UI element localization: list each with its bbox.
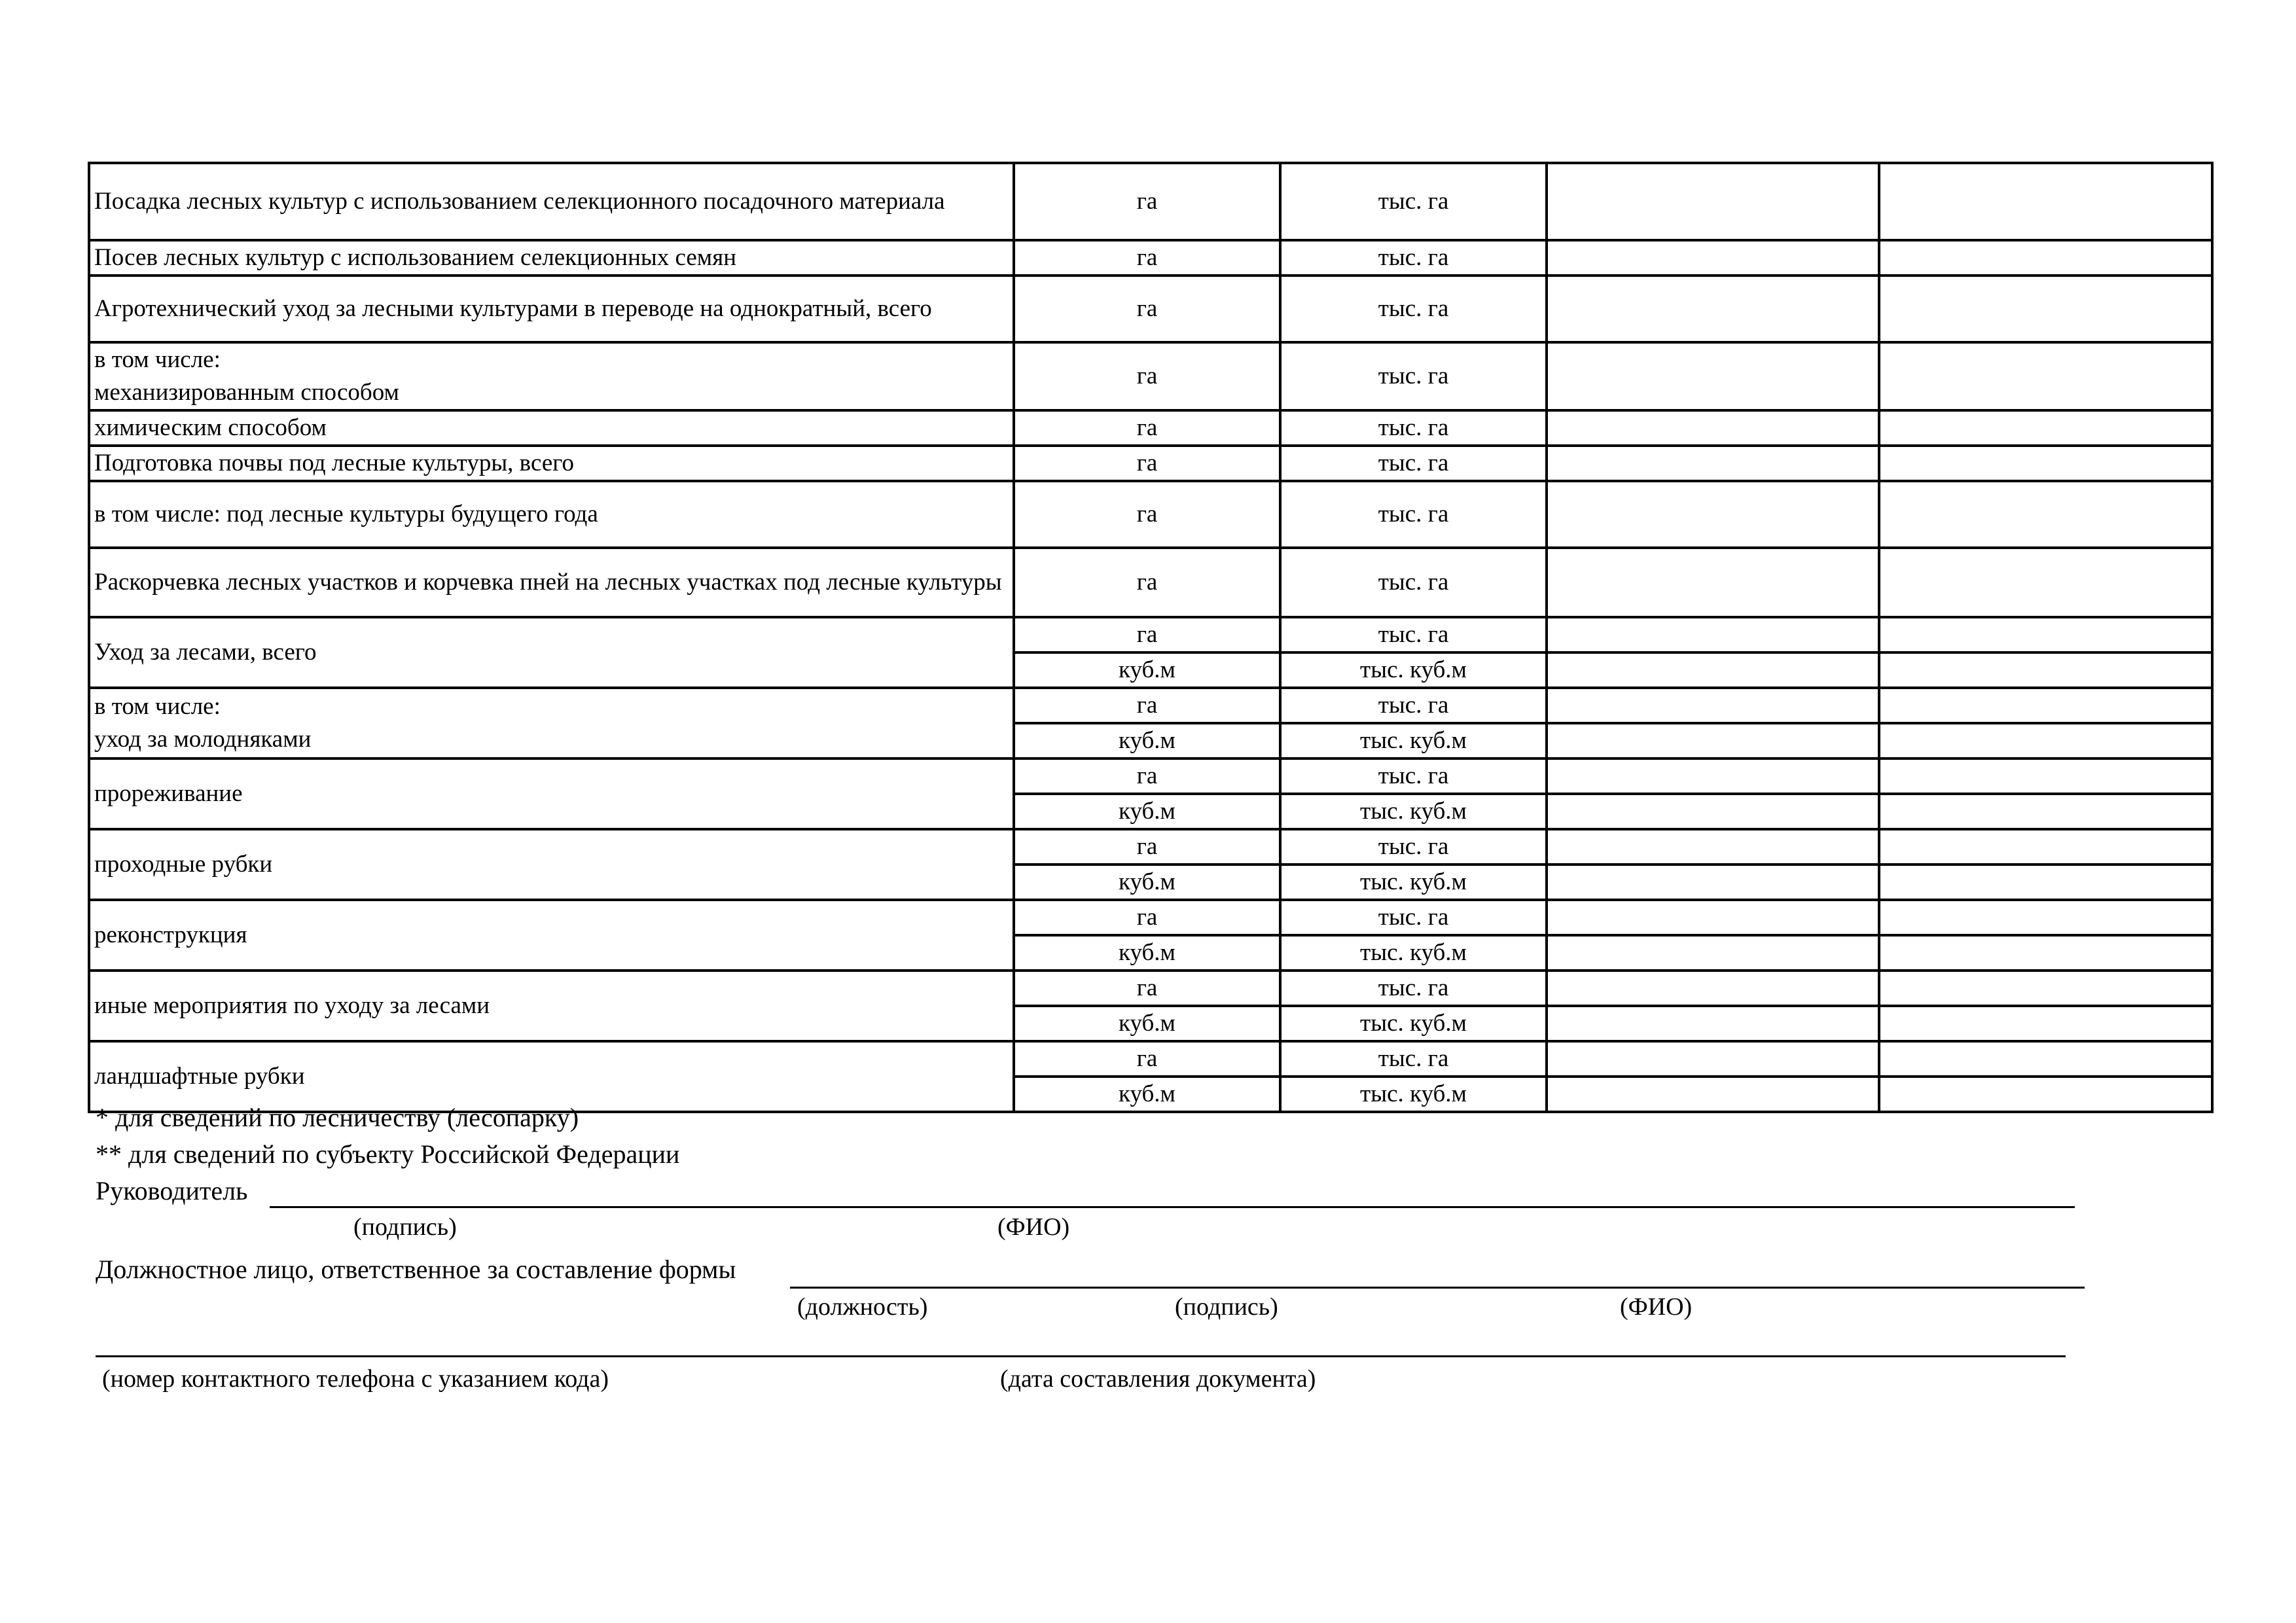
value-cell-federal-subject[interactable] (1879, 240, 2212, 276)
value-cell-forestry[interactable] (1547, 240, 1879, 276)
value-cell-forestry[interactable] (1547, 971, 1879, 1006)
value-cell-forestry[interactable] (1547, 794, 1879, 829)
indicator-name-cell: иные мероприятия по уходу за лесами (89, 971, 1014, 1041)
value-cell-federal-subject[interactable] (1879, 276, 2212, 342)
table-row (89, 688, 2212, 723)
indicator-name-cell: ландшафтные рубки (89, 1041, 1014, 1112)
value-cell-forestry[interactable] (1547, 410, 1879, 446)
value-cell-forestry[interactable] (1547, 481, 1879, 548)
table-row (89, 1041, 2212, 1077)
value-cell-forestry[interactable] (1547, 1077, 1879, 1112)
footnote-forestry: * для сведений по лесничеству (лесопарку) (96, 1103, 579, 1132)
thousand-unit-cell: тыс. га (1280, 971, 1547, 1006)
unit-cell: га (1014, 617, 1280, 652)
value-cell-forestry[interactable] (1547, 446, 1879, 481)
official-label: Должностное лицо, ответственное за составление формы (96, 1255, 736, 1284)
head-signature-line (270, 1206, 2075, 1208)
phone-caption: (номер контактного телефона с указанием кода) (102, 1365, 609, 1393)
value-cell-federal-subject[interactable] (1879, 410, 2212, 446)
thousand-unit-cell: тыс. га (1280, 240, 1547, 276)
head-label: Руководитель (96, 1176, 248, 1205)
indicator-name-cell: Посадка лесных культур с использованием селекционного посадочного материала (89, 163, 1014, 240)
value-cell-federal-subject[interactable] (1879, 342, 2212, 410)
indicator-name-cell: Подготовка почвы под лесные культуры, всего (89, 446, 1014, 481)
unit-cell: га (1014, 481, 1280, 548)
thousand-unit-cell: тыс. куб.м (1280, 935, 1547, 971)
official-signature-caption: (подпись) (1175, 1293, 1278, 1321)
table-row (89, 617, 2212, 652)
thousand-unit-cell: тыс. га (1280, 163, 1547, 240)
thousand-unit-cell: тыс. га (1280, 548, 1547, 617)
thousand-unit-cell: тыс. га (1280, 617, 1547, 652)
indicator-name-cell: прореживание (89, 758, 1014, 829)
unit-cell: га (1014, 163, 1280, 240)
value-cell-federal-subject[interactable] (1879, 446, 2212, 481)
thousand-unit-cell: тыс. куб.м (1280, 1006, 1547, 1041)
table-row (89, 971, 2212, 1006)
table-row (89, 410, 2212, 446)
table-row (89, 758, 2212, 794)
value-cell-federal-subject[interactable] (1879, 481, 2212, 548)
unit-cell: га (1014, 446, 1280, 481)
value-cell-federal-subject[interactable] (1879, 865, 2212, 900)
unit-cell: га (1014, 276, 1280, 342)
table-row (89, 240, 2212, 276)
value-cell-forestry[interactable] (1547, 900, 1879, 935)
value-cell-federal-subject[interactable] (1879, 1006, 2212, 1041)
date-caption: (дата составления документа) (1000, 1365, 1316, 1393)
indicator-name-cell: Агротехнический уход за лесными культурами в переводе на однократный, всего (89, 276, 1014, 342)
table-row (89, 276, 2212, 342)
value-cell-federal-subject[interactable] (1879, 935, 2212, 971)
official-name-caption: (ФИО) (1620, 1293, 1693, 1321)
thousand-unit-cell: тыс. га (1280, 688, 1547, 723)
table-row (89, 481, 2212, 548)
table-row (89, 446, 2212, 481)
official-position-caption: (должность) (797, 1293, 928, 1321)
thousand-unit-cell: тыс. куб.м (1280, 652, 1547, 688)
indicator-name-cell: Посев лесных культур с использованием селекционных семян (89, 240, 1014, 276)
unit-cell: га (1014, 548, 1280, 617)
unit-cell: га (1014, 971, 1280, 1006)
unit-cell: куб.м (1014, 1006, 1280, 1041)
thousand-unit-cell: тыс. куб.м (1280, 1077, 1547, 1112)
phone-date-line (96, 1355, 2066, 1357)
thousand-unit-cell: тыс. га (1280, 342, 1547, 410)
value-cell-forestry[interactable] (1547, 1006, 1879, 1041)
head-signature-caption: (подпись) (353, 1213, 457, 1241)
value-cell-federal-subject[interactable] (1879, 617, 2212, 652)
value-cell-federal-subject[interactable] (1879, 971, 2212, 1006)
table-row (89, 829, 2212, 865)
value-cell-forestry[interactable] (1547, 1041, 1879, 1077)
indicator-name-cell: в том числе: механизированным способом (89, 342, 1014, 410)
value-cell-forestry[interactable] (1547, 548, 1879, 617)
value-cell-forestry[interactable] (1547, 865, 1879, 900)
table-row (89, 342, 2212, 410)
unit-cell: га (1014, 240, 1280, 276)
unit-cell: куб.м (1014, 794, 1280, 829)
value-cell-forestry[interactable] (1547, 163, 1879, 240)
head-name-caption: (ФИО) (997, 1213, 1070, 1241)
thousand-unit-cell: тыс. куб.м (1280, 794, 1547, 829)
value-cell-federal-subject[interactable] (1879, 652, 2212, 688)
value-cell-federal-subject[interactable] (1879, 1077, 2212, 1112)
indicator-name-cell: Уход за лесами, всего (89, 617, 1014, 688)
indicator-name-cell: проходные рубки (89, 829, 1014, 900)
value-cell-federal-subject[interactable] (1879, 1041, 2212, 1077)
value-cell-federal-subject[interactable] (1879, 548, 2212, 617)
unit-cell: га (1014, 758, 1280, 794)
thousand-unit-cell: тыс. га (1280, 900, 1547, 935)
unit-cell: га (1014, 829, 1280, 865)
unit-cell: га (1014, 900, 1280, 935)
value-cell-forestry[interactable] (1547, 652, 1879, 688)
thousand-unit-cell: тыс. га (1280, 829, 1547, 865)
value-cell-forestry[interactable] (1547, 276, 1879, 342)
value-cell-federal-subject[interactable] (1879, 794, 2212, 829)
thousand-unit-cell: тыс. куб.м (1280, 865, 1547, 900)
unit-cell: куб.м (1014, 865, 1280, 900)
unit-cell: куб.м (1014, 723, 1280, 758)
thousand-unit-cell: тыс. куб.м (1280, 723, 1547, 758)
unit-cell: га (1014, 1041, 1280, 1077)
unit-cell: га (1014, 688, 1280, 723)
value-cell-federal-subject[interactable] (1879, 758, 2212, 794)
unit-cell: га (1014, 342, 1280, 410)
unit-cell: куб.м (1014, 935, 1280, 971)
value-cell-federal-subject[interactable] (1879, 723, 2212, 758)
table-row (89, 163, 2212, 240)
value-cell-forestry[interactable] (1547, 758, 1879, 794)
indicator-name-cell: реконструкция (89, 900, 1014, 971)
indicator-name-cell: в том числе: под лесные культуры будущего года (89, 481, 1014, 548)
value-cell-federal-subject[interactable] (1879, 900, 2212, 935)
value-cell-forestry[interactable] (1547, 342, 1879, 410)
value-cell-federal-subject[interactable] (1879, 688, 2212, 723)
value-cell-federal-subject[interactable] (1879, 163, 2212, 240)
thousand-unit-cell: тыс. га (1280, 1041, 1547, 1077)
table-row (89, 900, 2212, 935)
value-cell-forestry[interactable] (1547, 829, 1879, 865)
thousand-unit-cell: тыс. га (1280, 276, 1547, 342)
value-cell-forestry[interactable] (1547, 723, 1879, 758)
indicators-table (88, 162, 2214, 1113)
value-cell-forestry[interactable] (1547, 688, 1879, 723)
indicator-name-cell: в том числе: уход за молодняками (89, 688, 1014, 758)
table-row (89, 548, 2212, 617)
value-cell-forestry[interactable] (1547, 617, 1879, 652)
unit-cell: куб.м (1014, 1077, 1280, 1112)
thousand-unit-cell: тыс. га (1280, 410, 1547, 446)
thousand-unit-cell: тыс. га (1280, 481, 1547, 548)
value-cell-forestry[interactable] (1547, 935, 1879, 971)
thousand-unit-cell: тыс. га (1280, 758, 1547, 794)
unit-cell: га (1014, 410, 1280, 446)
value-cell-federal-subject[interactable] (1879, 829, 2212, 865)
thousand-unit-cell: тыс. га (1280, 446, 1547, 481)
indicator-name-cell: Раскорчевка лесных участков и корчевка пней на лесных участках под лесные культуры (89, 548, 1014, 617)
indicator-name-cell: химическим способом (89, 410, 1014, 446)
official-signature-line (790, 1287, 2085, 1289)
unit-cell: куб.м (1014, 652, 1280, 688)
footnote-federal-subject: ** для сведений по субъекту Российской Федерации (96, 1139, 680, 1169)
